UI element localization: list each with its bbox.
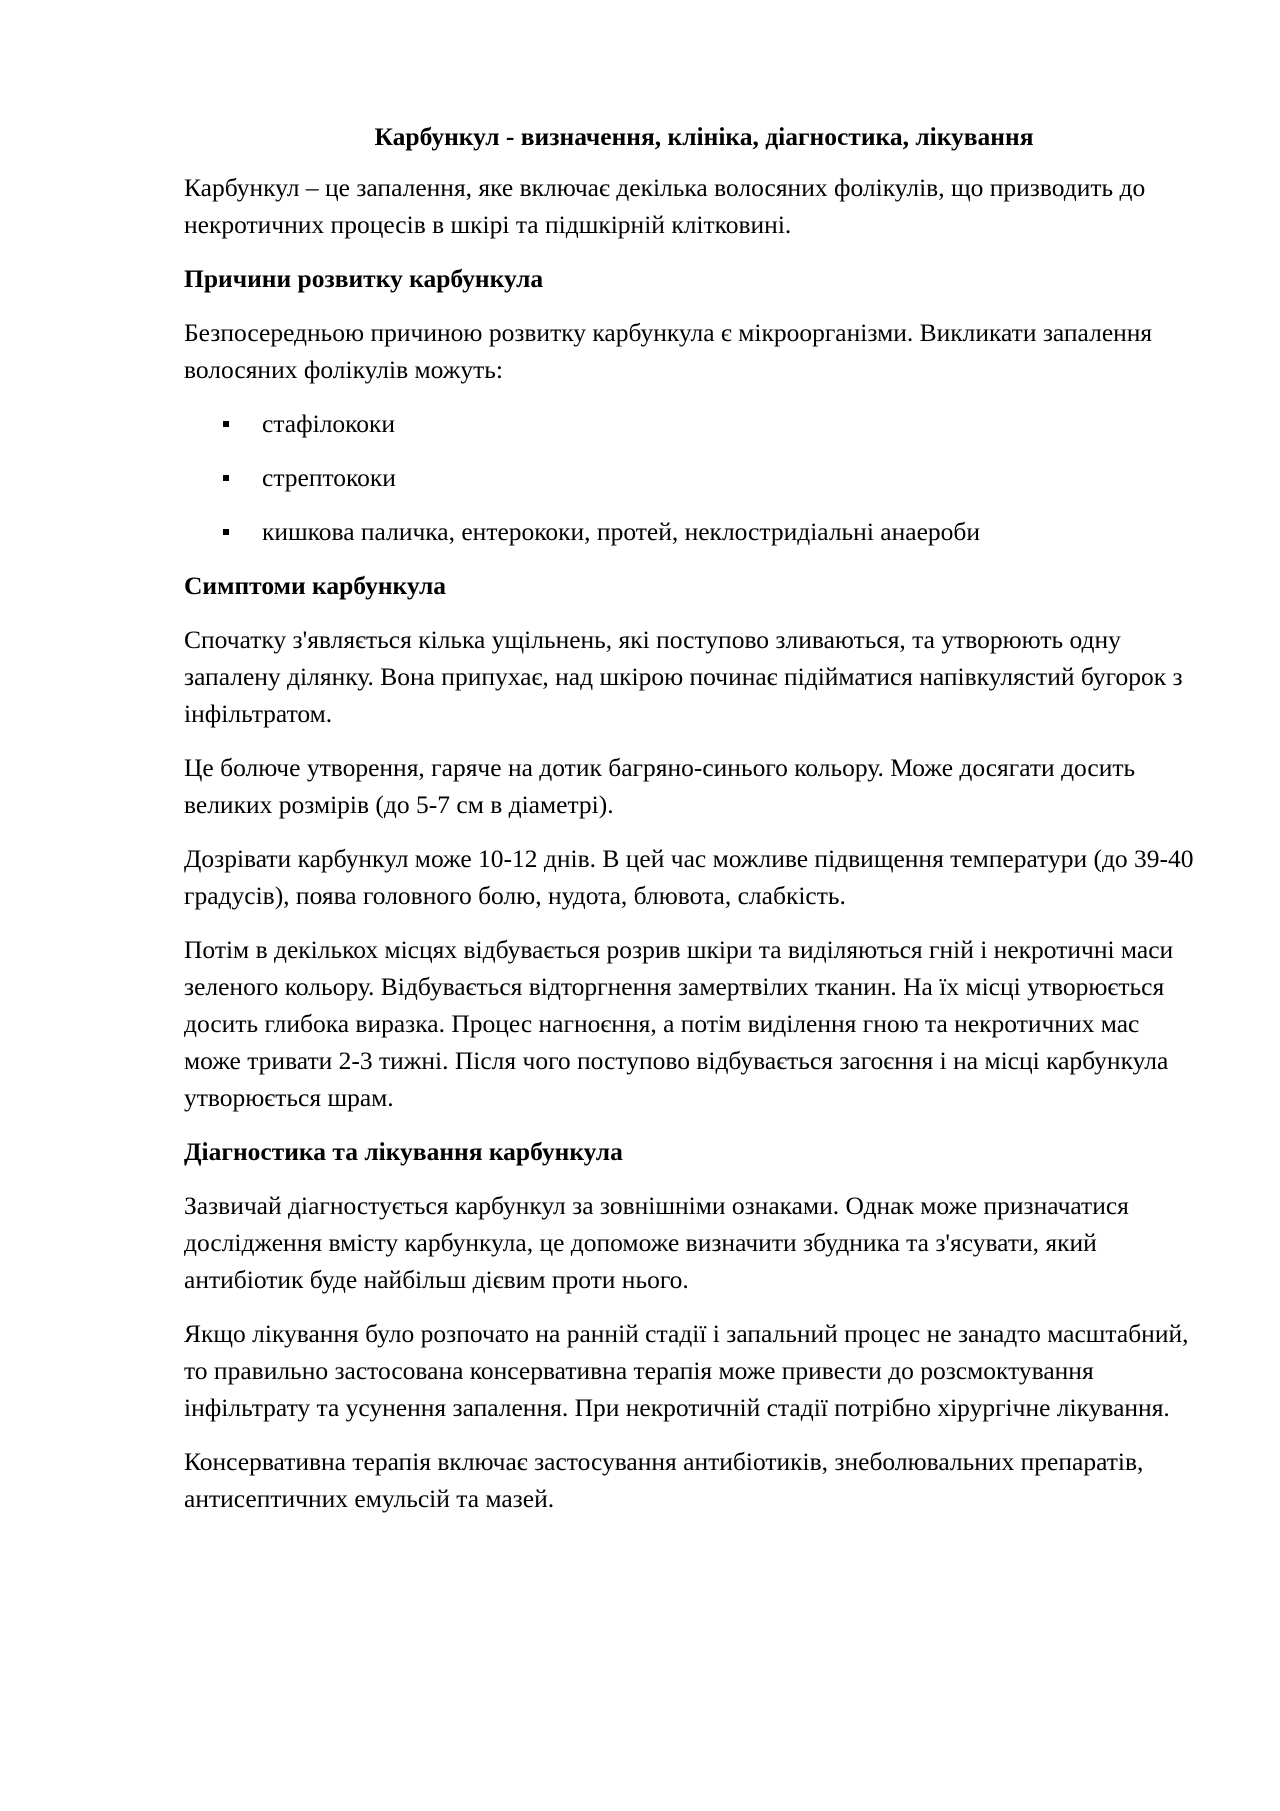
diagnostics-paragraph: Зазвичай діагностується карбункул за зовнішніми ознаками. Однак може призначатися дослідження вмісту карбункула, це допоможе визначити збудника та з'ясувати, який антибіотик буде найбільш дієвим проти нього. xyxy=(184,1191,1129,1294)
bullet-item xyxy=(184,513,1194,550)
bullet-text: стафілококи xyxy=(262,409,396,438)
section-heading-symptoms: Симптоми карбункула xyxy=(184,571,447,600)
diagnostics-paragraph: Якщо лікування було розпочато на ранній стадії і запальний процес не занадто масштабний, то правильно застосована консервативна терапія може привести до розсмоктування інфільтрату та усунення запалення. При некротичній стадії потрібно хірургічне лікування. xyxy=(184,1319,1189,1422)
document-page xyxy=(184,118,1194,1534)
section-heading-diagnostics: Діагностика та лікування карбункула xyxy=(184,1137,623,1166)
symptoms-paragraph: Дозрівати карбункул може 10-12 днів. В цей час можливе підвищення температури (до 39-40 градусів), поява головного болю, нудота, блювота, слабкість. xyxy=(184,844,1194,910)
bullet-text: кишкова паличка, ентерококи, протей, неклостридіальні анаероби xyxy=(262,517,981,546)
square-bullet-icon xyxy=(223,529,229,535)
bullet-item xyxy=(184,459,1194,496)
causes-bullet-list xyxy=(184,405,1194,550)
symptoms-paragraph: Спочатку з'являється кілька ущільнень, які поступово зливаються, та утворюють одну запалену ділянку. Вона припухає, над шкірою починає підійматися напівкулястий бугорок з інфільтратом. xyxy=(184,625,1183,728)
symptoms-paragraph: Потім в декількох місцях відбувається розрив шкіри та виділяються гній і некротичні маси зеленого кольору. Відбувається відторгнення замертвілих тканин. На їх місці утворюється досить глибока виразка. Процес нагноєння, а потім виділення гною та некротичних мас може тривати 2-3 тижні. Після чого поступово відбувається загоєння і на місці карбункула утворюється шрам. xyxy=(184,935,1174,1112)
bullet-text: стрептококи xyxy=(262,463,396,492)
causes-paragraph: Безпосередньою причиною розвитку карбункула є мікроорганізми. Викликати запалення волосяних фолікулів можуть: xyxy=(184,318,1153,384)
section-heading-causes: Причини розвитку карбункула xyxy=(184,264,544,293)
symptoms-paragraph: Це болюче утворення, гаряче на дотик багряно-синього кольору. Може досягати досить великих розмірів (до 5-7 см в діаметрі). xyxy=(184,753,1136,819)
bullet-item xyxy=(184,405,1194,442)
document-title: Карбункул - визначення, клініка, діагностика, лікування xyxy=(374,122,1034,151)
square-bullet-icon xyxy=(223,421,229,427)
diagnostics-paragraph: Консервативна терапія включає застосування антибіотиків, знеболювальних препаратів, антисептичних емульсій та мазей. xyxy=(184,1447,1144,1513)
square-bullet-icon xyxy=(223,475,229,481)
intro-paragraph: Карбункул – це запалення, яке включає декілька волосяних фолікулів, що призводить до некротичних процесів в шкірі та підшкірній клітковині. xyxy=(184,173,1146,239)
